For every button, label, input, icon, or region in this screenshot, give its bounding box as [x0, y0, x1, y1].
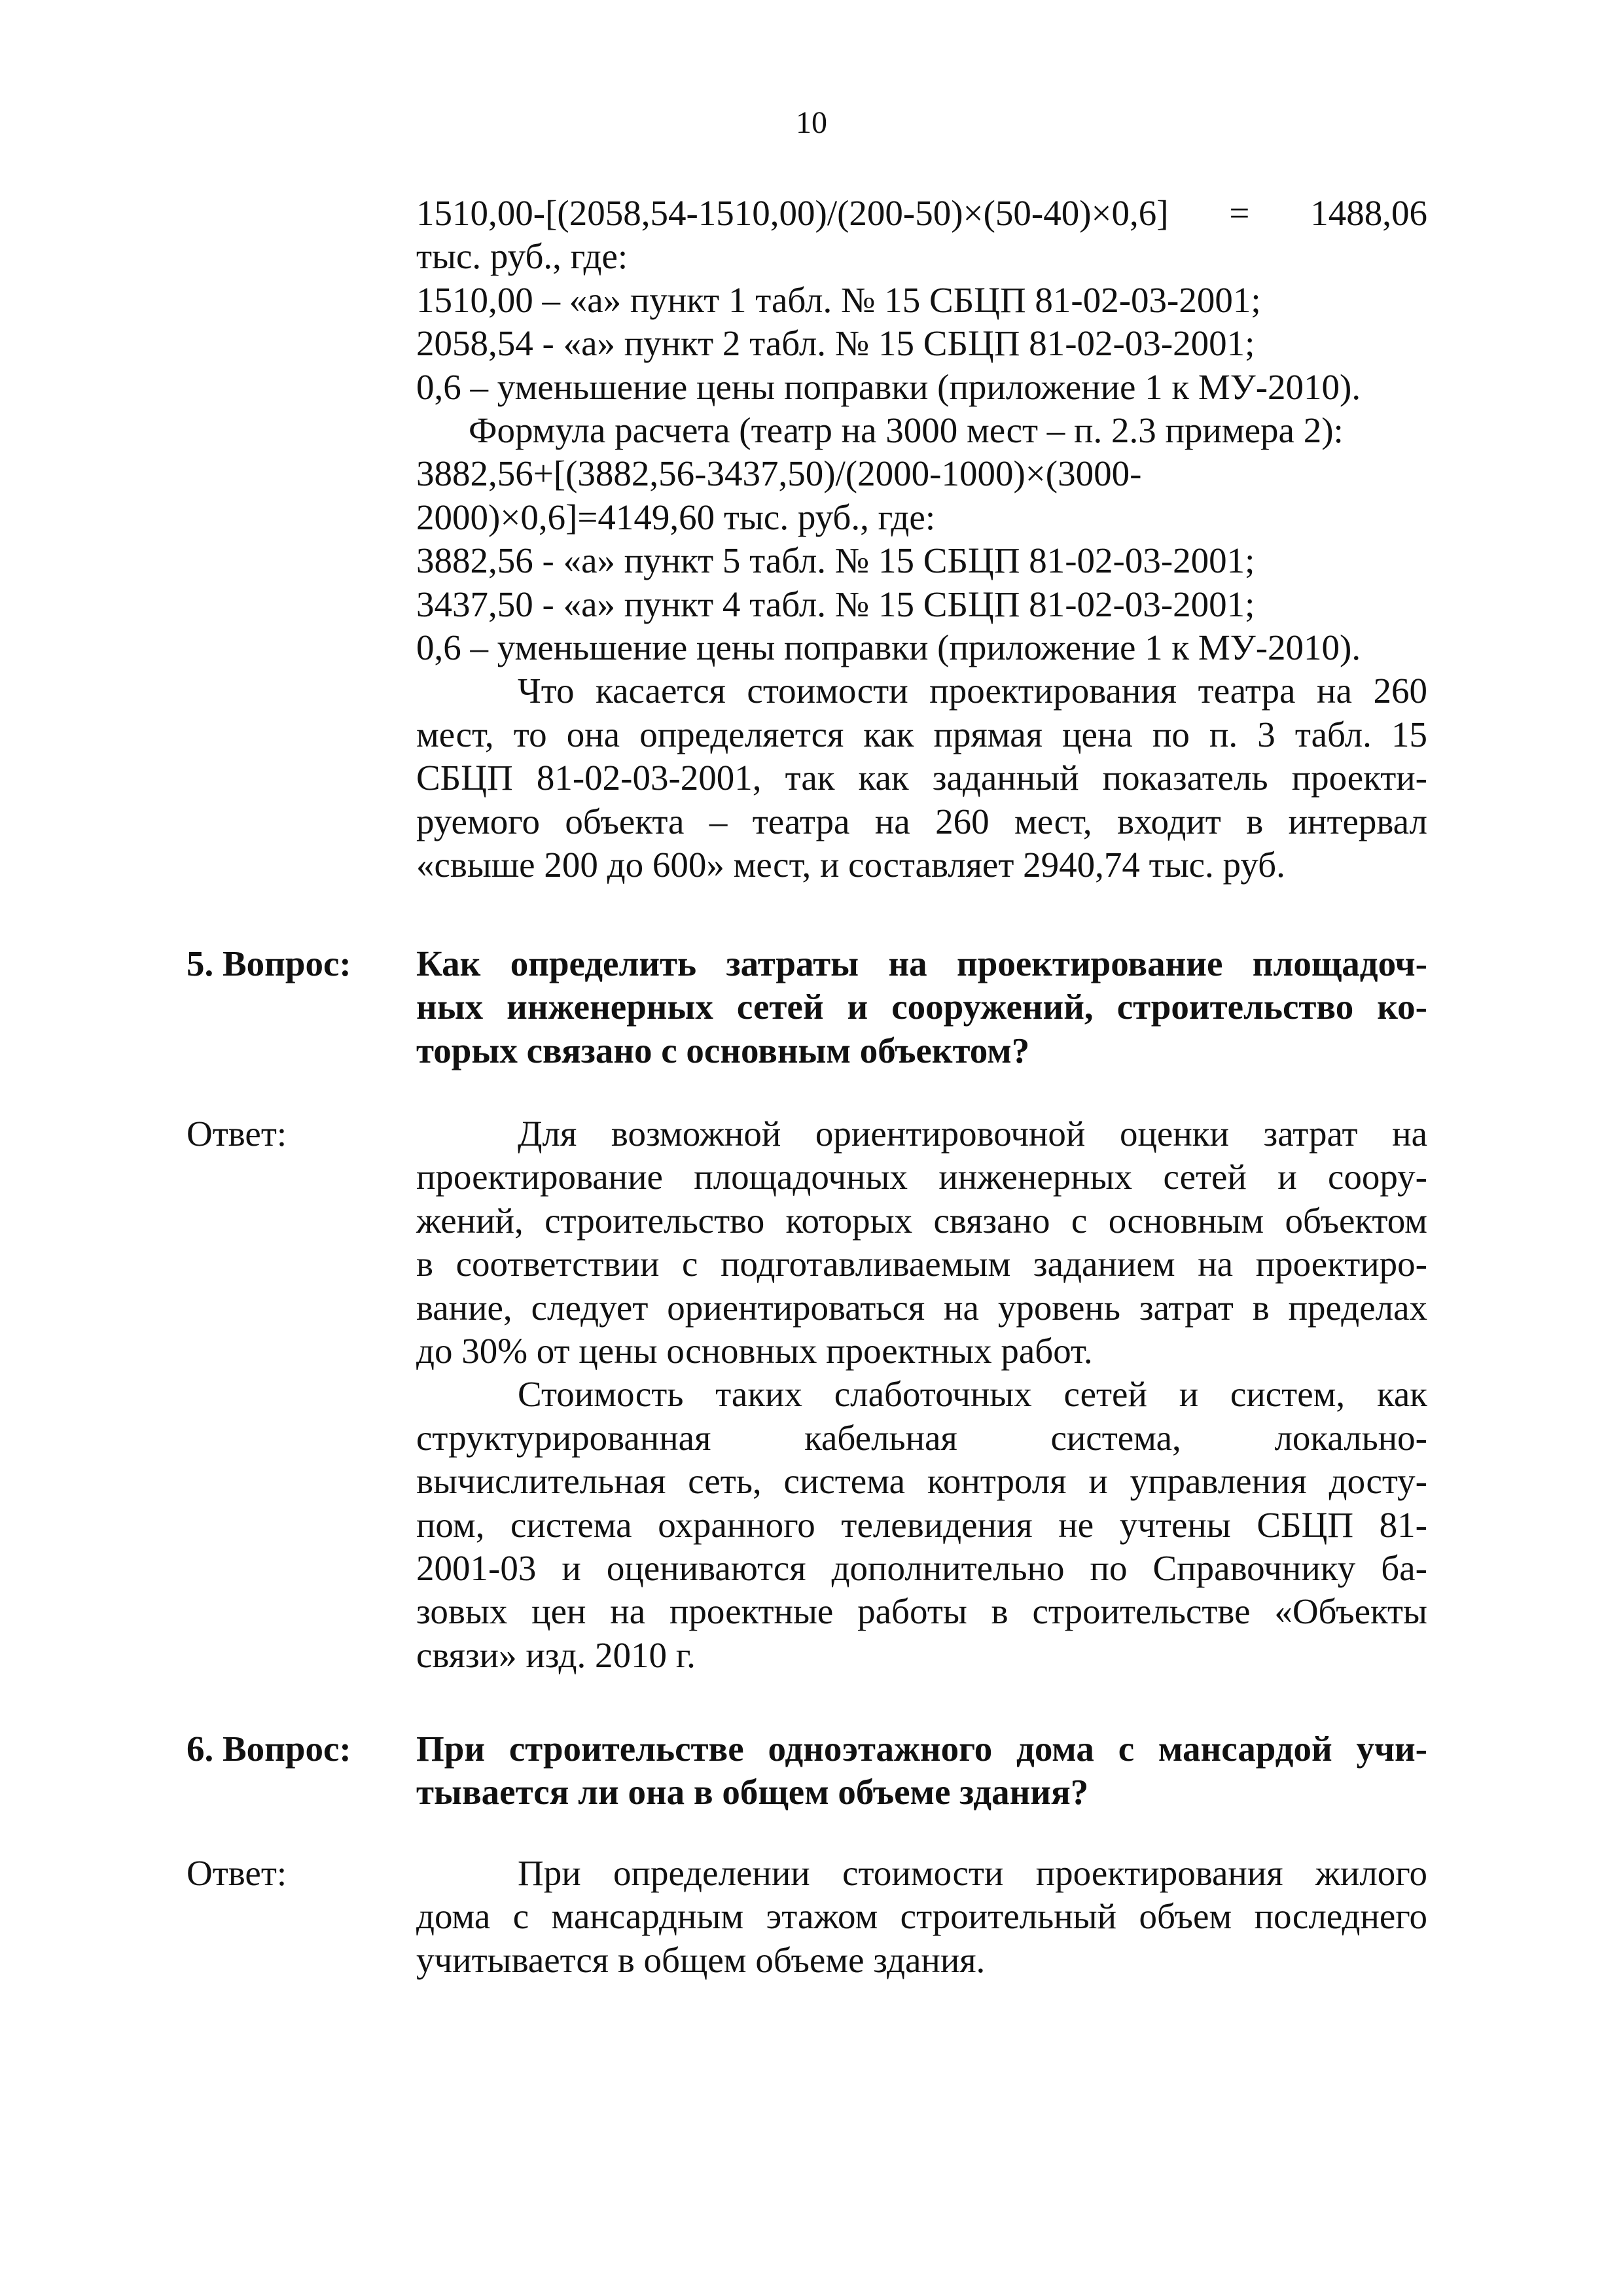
formula-2-note: 3437,50 - «а» пункт 4 табл. № 15 СБЦП 81-02-03-2001; [416, 584, 1255, 624]
answer-line: дома с мансардным этажом строительный объем последнего [416, 1896, 1427, 1937]
formula-1-note: 0,6 – уменьшение цены поправки (приложение 1 к МУ-2010). [416, 366, 1361, 407]
formula-1-expression: 1510,00-[(2058,54-1510,00)/(200-50)×(50-40)×0,6] [416, 193, 1169, 233]
answer-line: структурированная кабельная система, локально- [416, 1417, 1427, 1458]
question-5-text [416, 942, 1427, 1072]
answer-line: вычислительная сеть, система контроля и управления досту- [416, 1461, 1427, 1502]
theatre-paragraph [416, 669, 1427, 887]
answer-line: в соответствии с подготавливаемым заданием на проектиро- [416, 1244, 1427, 1284]
answer-line: вание, следует ориентироваться на уровень затрат в пределах [416, 1287, 1427, 1328]
paragraph-line: «свыше 200 до 600» мест, и составляет 2940,74 тыс. руб. [416, 845, 1285, 885]
answer-line: до 30% от цены основных проектных работ. [416, 1331, 1093, 1371]
answer-line: При определении стоимости проектирования жилого [518, 1853, 1427, 1893]
calculation-block [416, 192, 1427, 887]
paragraph-line: руемого объекта – театра на 260 мест, входит в интервал [416, 801, 1427, 841]
answer-line: 2001-03 и оцениваются дополнительно по Справочнику ба- [416, 1548, 1427, 1589]
formula-1-unit: тыс. руб., где: [416, 236, 628, 277]
formula-1-result: 1488,06 [1310, 193, 1427, 233]
formula-2-note: 3882,56 - «а» пункт 5 табл. № 15 СБЦП 81-02-03-2001; [416, 540, 1255, 581]
question-line: При строительстве одноэтажного дома с мансардой учи- [416, 1729, 1427, 1769]
answer-line: жений, строительство которых связано с основным объектом [416, 1200, 1427, 1241]
answer-line: Стоимость таких слаботочных сетей и систем, как [518, 1374, 1427, 1415]
answer-line: Для возможной ориентировочной оценки затрат на [518, 1114, 1427, 1154]
formula-2-intro: Формула расчета (театр на 3000 мест – п. 2.3 примера 2): [469, 410, 1344, 451]
formula-1-note: 2058,54 - «а» пункт 2 табл. № 15 СБЦП 81-02-03-2001; [416, 323, 1255, 364]
answer-line: связи» изд. 2010 г. [416, 1634, 696, 1675]
answer-6-text [416, 1852, 1427, 1982]
formula-1-note: 1510,00 – «а» пункт 1 табл. № 15 СБЦП 81-02-03-2001; [416, 279, 1261, 320]
formula-2-note: 0,6 – уменьшение цены поправки (приложение 1 к МУ-2010). [416, 627, 1361, 668]
question-6-label: 6. Вопрос: [187, 1729, 351, 1769]
answer-5-label: Ответ: [187, 1114, 287, 1154]
paragraph-line: Что касается стоимости проектирования театра на 260 [518, 671, 1427, 711]
answer-line: учитывается в общем объеме здания. [416, 1939, 986, 1980]
formula-1 [416, 192, 1427, 235]
page-number: 10 [796, 105, 827, 140]
formula-2-line: 3882,56+[(3882,56-3437,50)/(2000-1000)×(3000- [416, 453, 1142, 494]
answer-line: пом, система охранного телевидения не учтены СБЦП 81- [416, 1504, 1427, 1545]
paragraph-line: мест, то она определяется как прямая цена по п. 3 табл. 15 [416, 714, 1427, 754]
question-6-text [416, 1727, 1427, 1814]
question-line: ных инженерных сетей и сооружений, строительство ко- [416, 987, 1427, 1027]
question-line: тывается ли она в общем объеме здания? [416, 1772, 1089, 1812]
answer-line: проектирование площадочных инженерных сетей и соору- [416, 1157, 1427, 1197]
question-5-label: 5. Вопрос: [187, 944, 351, 983]
question-line: Как определить затраты на проектирование площадоч- [416, 944, 1427, 983]
answer-6-label: Ответ: [187, 1853, 287, 1893]
formula-1-equals: = [1229, 193, 1250, 233]
question-line: торых связано с основным объектом? [416, 1030, 1030, 1070]
formula-2-line: 2000)×0,6]=4149,60 тыс. руб., где: [416, 497, 936, 537]
answer-line: зовых цен на проектные работы в строительстве «Объекты [416, 1591, 1427, 1632]
paragraph-line: СБЦП 81-02-03-2001, так как заданный показатель проекти- [416, 758, 1427, 798]
answer-5-text [416, 1112, 1427, 1677]
